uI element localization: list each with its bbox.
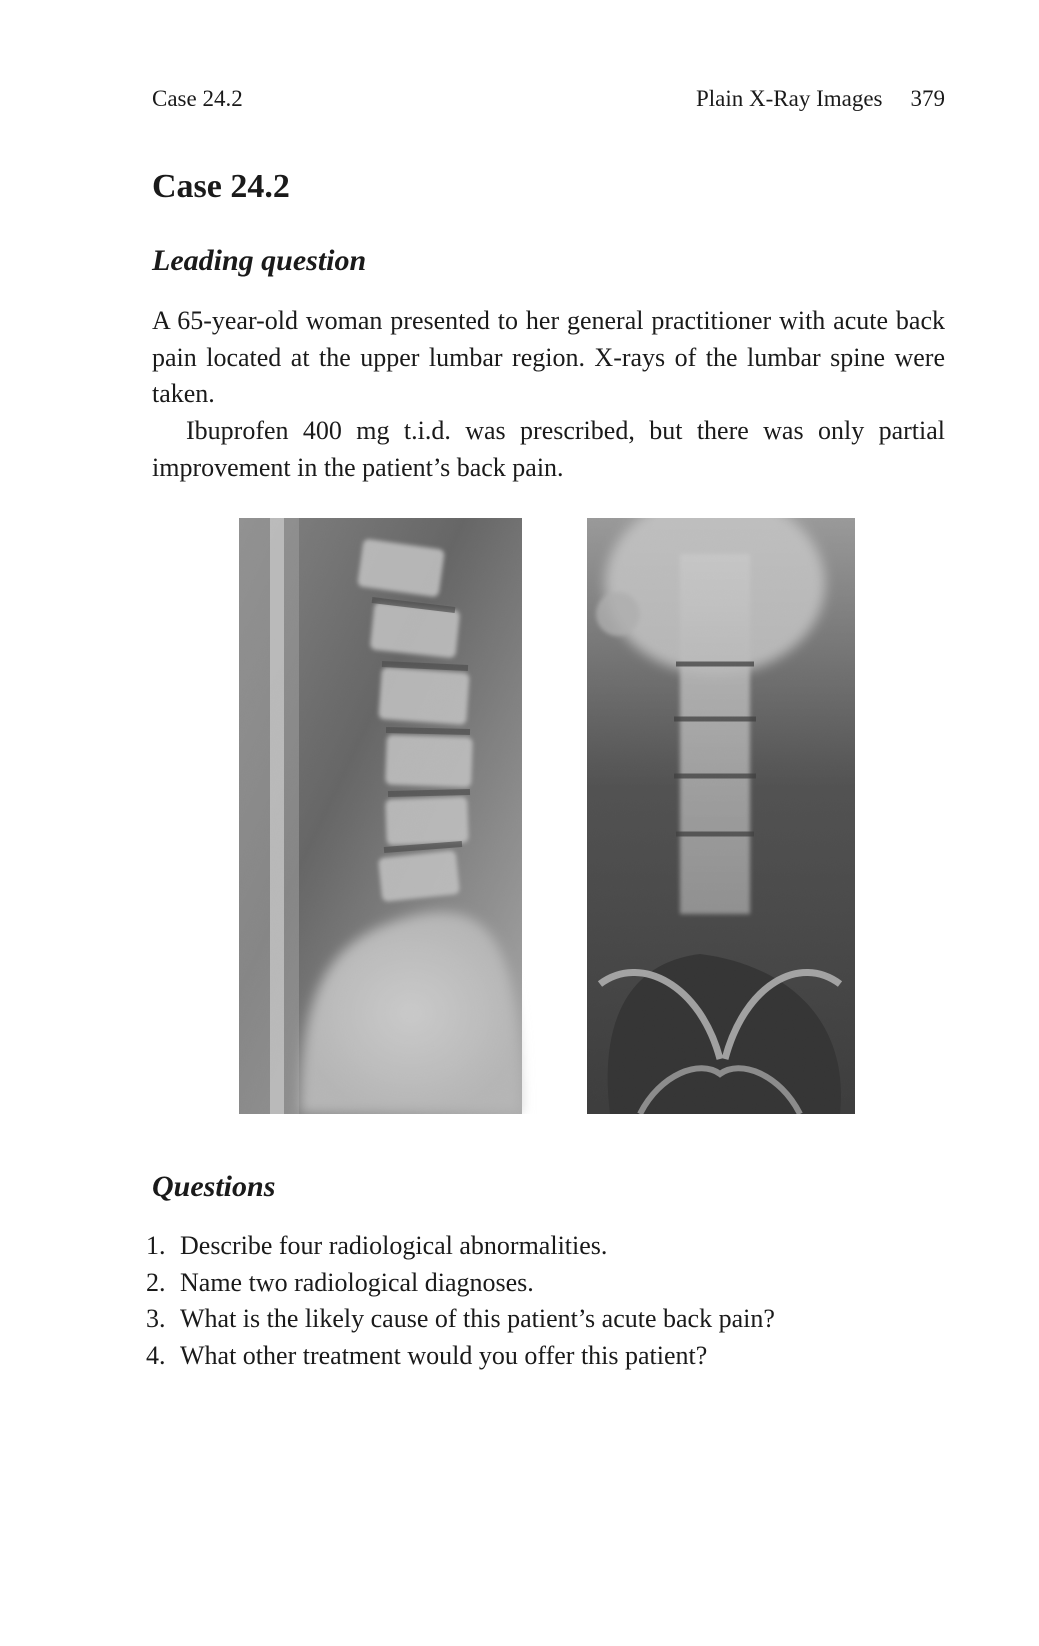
lateral-spine-xray <box>239 518 522 1114</box>
running-head-right <box>696 86 945 112</box>
questions-heading: Questions <box>152 1170 276 1203</box>
xray-figure <box>0 514 1039 1114</box>
question-text: Name two radiological diagnoses. <box>180 1267 534 1297</box>
question-item <box>146 1338 775 1375</box>
ap-spine-xray <box>587 514 855 1114</box>
running-head-section: Plain X-Ray Images <box>695 86 883 111</box>
question-number: 1. <box>146 1231 166 1260</box>
question-number: 3. <box>146 1304 166 1333</box>
question-item <box>146 1228 775 1265</box>
question-text: What is the likely cause of this patient’s acute back pain? <box>180 1304 775 1333</box>
leading-question-heading: Leading question <box>152 244 367 277</box>
page-number: 379 <box>910 86 945 111</box>
case-paragraph-2: Ibuprofen 400 mg t.i.d. was prescribed, but there was only partial improvement in the patient’s back pain. <box>152 416 945 482</box>
question-text: What other treatment would you offer this patient? <box>180 1340 708 1370</box>
case-paragraph-1: A 65-year-old woman presented to her general practitioner with acute back pain located at the upper lumbar region. X-rays of the lumbar spine were taken. <box>152 306 945 408</box>
questions-list <box>146 1228 775 1374</box>
running-head-case: Case 24.2 <box>152 86 243 111</box>
question-item <box>146 1301 775 1338</box>
question-text: Describe four radiological abnormalities. <box>180 1231 608 1260</box>
question-number: 4. <box>146 1340 166 1370</box>
running-head <box>152 86 945 120</box>
case-title: Case 24.2 <box>152 168 290 205</box>
question-number: 2. <box>146 1267 166 1297</box>
question-item <box>146 1265 775 1302</box>
